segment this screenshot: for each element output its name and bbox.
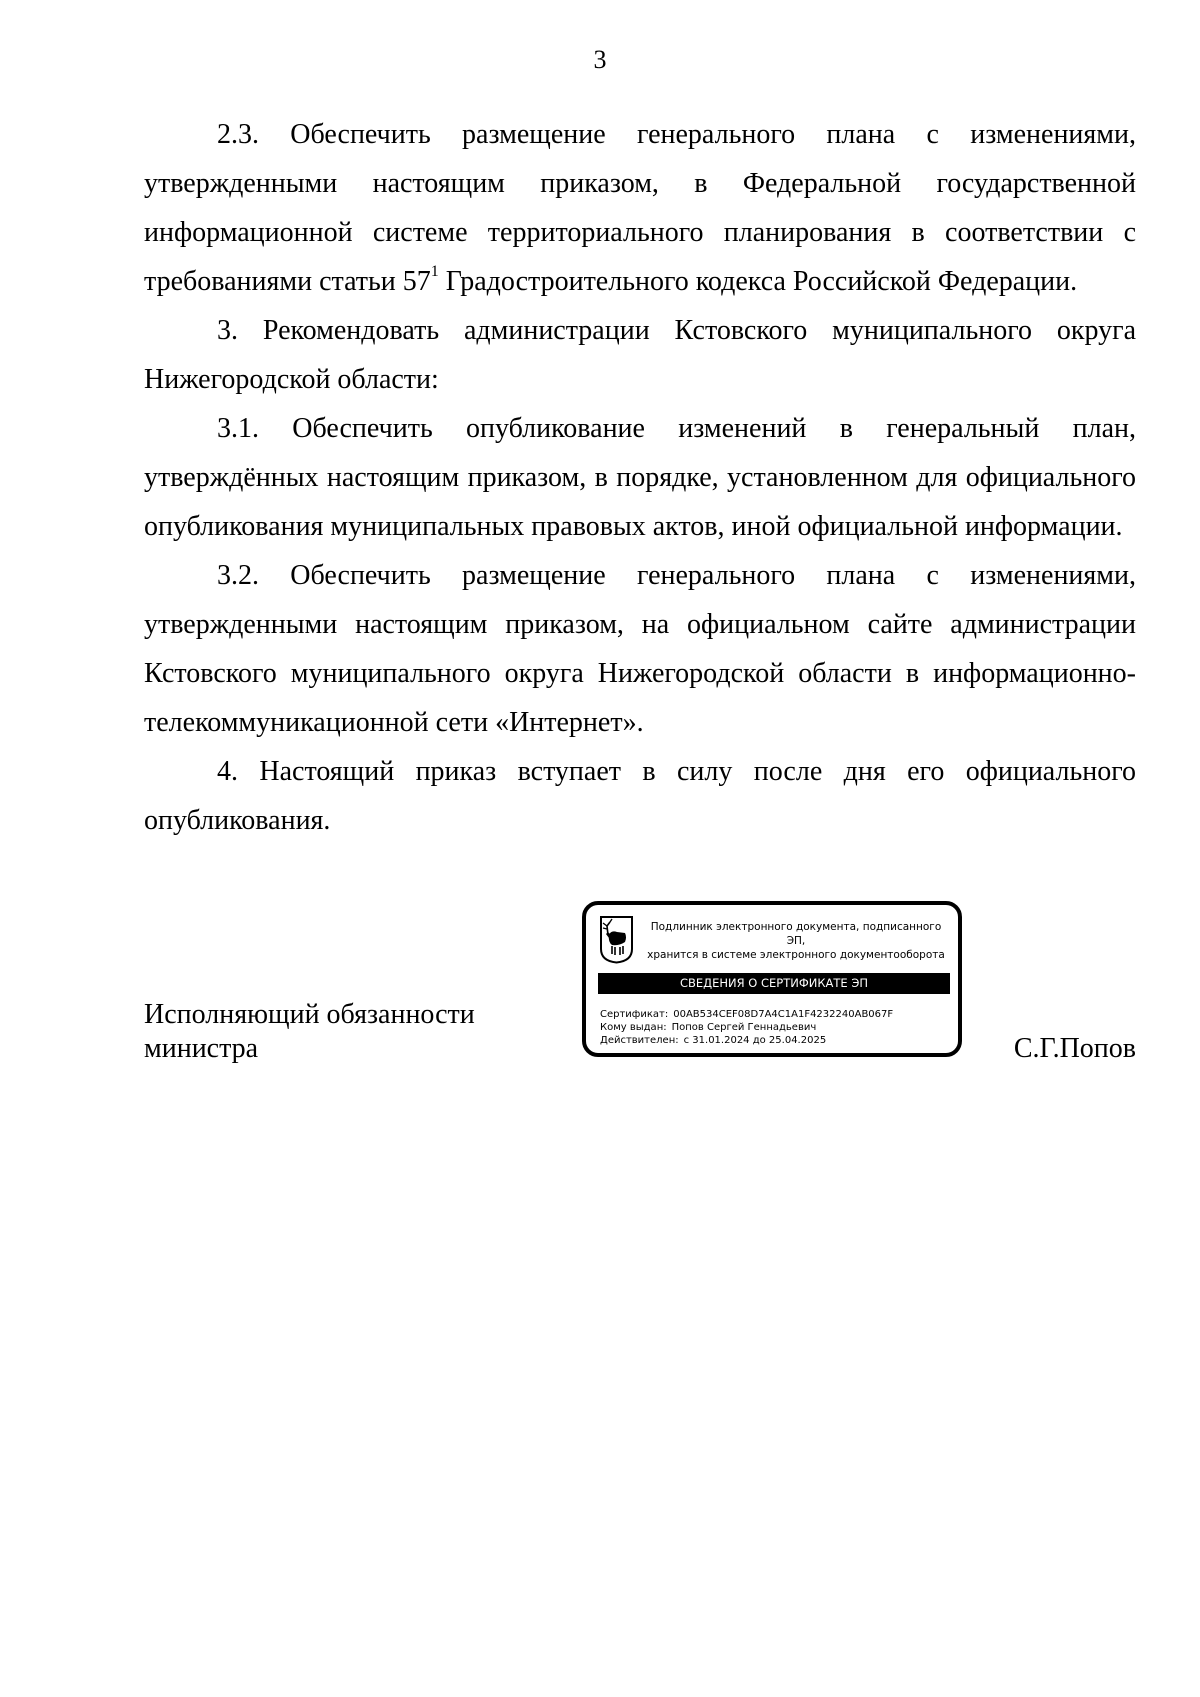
paragraph-3-1: 3.1. Обеспечить опубликование изменений в генеральный план, утверждённых настоящим приказом, в порядке, установленном для официального опубликования муниципальных правовых актов, иной официальной информации.	[144, 413, 1136, 542]
superscript: 1	[430, 262, 439, 280]
stamp-details	[600, 1008, 950, 1047]
electronic-signature-stamp	[582, 901, 962, 1057]
certificate-row	[600, 1008, 950, 1021]
paragraph-3: 3. Рекомендовать администрации Кстовского муниципального округа Нижегородской области:	[144, 315, 1136, 395]
certificate-label: Сертификат:	[600, 1009, 669, 1020]
page-number: 3	[593, 45, 607, 74]
stamp-header-line-1: Подлинник электронного документа, подписанного ЭП,	[650, 921, 942, 947]
stamp-title-bar: СВЕДЕНИЯ О СЕРТИФИКАТЕ ЭП	[598, 973, 950, 994]
signer-position-line-2: министра	[144, 1033, 259, 1064]
signer-position	[144, 998, 475, 1066]
paragraph-text: 2.3. Обеспечить размещение генерального плана с изменениями, утвержденными настоящим приказом, в Федеральной государственной информационной системе территориального планирования в соответствии с требованиями статьи 57	[144, 119, 1136, 297]
issued-to-value: Попов Сергей Геннадьевич	[671, 1022, 817, 1033]
paragraph-3-2: 3.2. Обеспечить размещение генерального плана с изменениями, утвержденными настоящим приказом, на официальном сайте администрации Кстовского муниципального округа Нижегородской области в информационно-телекоммуникационной сети «Интернет».	[144, 560, 1136, 738]
paragraph-tail: Градостроительного кодекса Российской Федерации.	[438, 266, 1078, 297]
stamp-header	[646, 920, 946, 962]
issued-to-row	[600, 1021, 950, 1034]
deer-emblem-icon	[599, 915, 634, 964]
signer-position-line-1: Исполняющий обязанности	[144, 999, 475, 1030]
valid-label: Действителен:	[600, 1035, 679, 1046]
document-body	[144, 110, 1136, 845]
paragraph-2-3	[144, 110, 1136, 306]
signer-name: С.Г.Попов	[1013, 1033, 1136, 1064]
valid-value: с 31.01.2024 до 25.04.2025	[683, 1035, 827, 1046]
valid-row	[600, 1034, 950, 1047]
stamp-header-line-2: хранится в системе электронного документооборота	[647, 949, 945, 961]
paragraph-4: 4. Настоящий приказ вступает в силу после дня его официального опубликования.	[144, 756, 1136, 836]
issued-to-label: Кому выдан:	[600, 1022, 667, 1033]
certificate-value: 00AB534CEF08D7A4C1A1F4232240AB067F	[673, 1009, 894, 1020]
